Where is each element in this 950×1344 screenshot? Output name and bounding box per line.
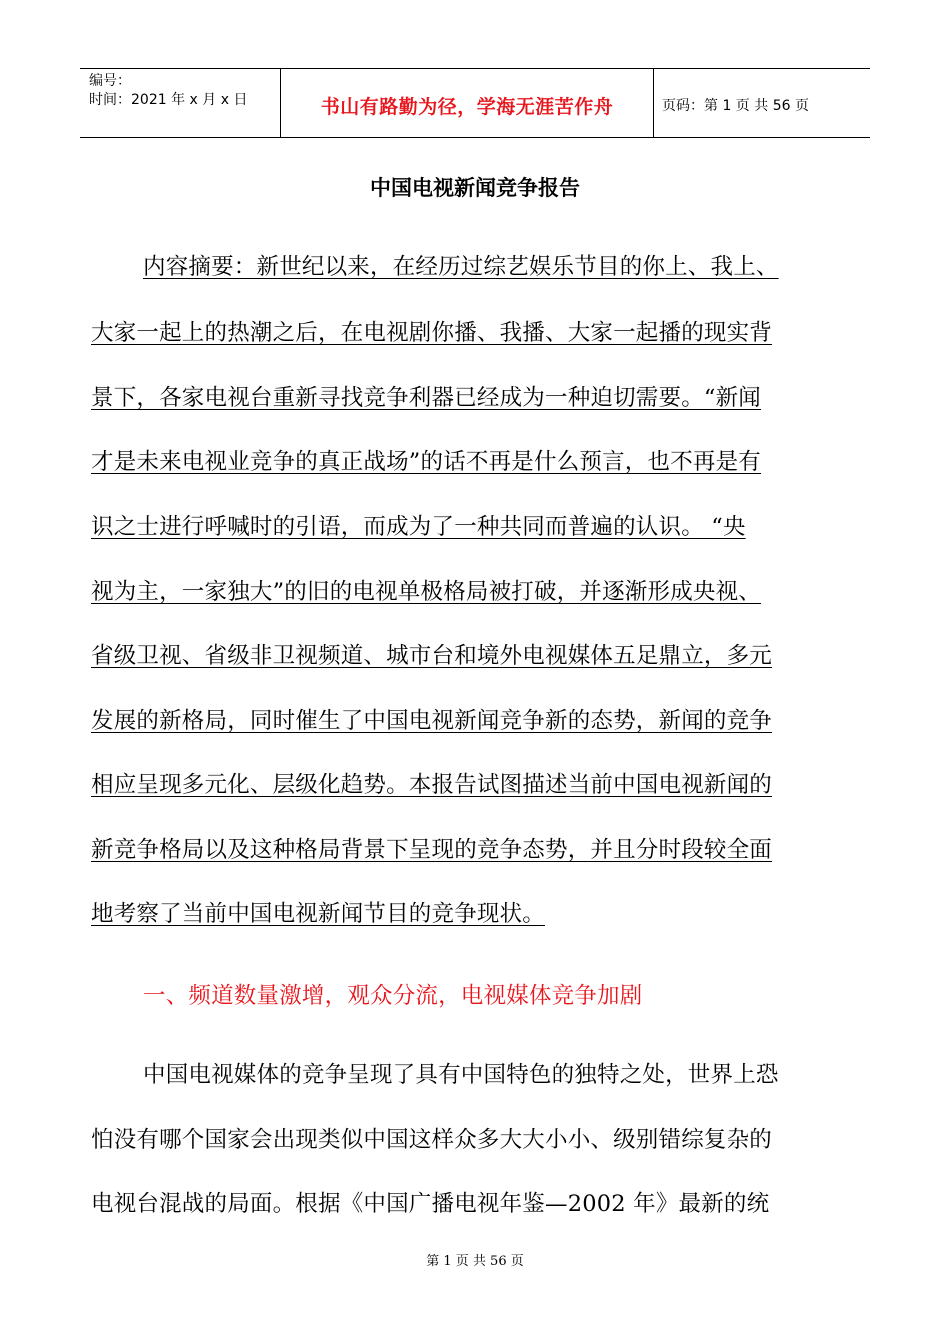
body-line: 电视台混战的局面。根据《中国广播电视年鉴—2002 年》最新的统 [91,1191,770,1217]
abstract-line: 发展的新格局，同时催生了中国电视新闻竞争新的态势，新闻的竞争 [91,708,773,734]
document-number-label: 编号： [89,73,131,89]
body-line: 中国电视媒体的竞争呈现了具有中国特色的独特之处，世界上恐 [143,1062,779,1088]
abstract-line: 景下，各家电视台重新寻找竞争利器已经成为一种迫切需要。“新闻 [91,385,762,411]
abstract-line: 内容摘要：新世纪以来，在经历过综艺娱乐节目的你上、我上、 [143,254,779,280]
section-heading: 一、频道数量激增，观众分流，电视媒体竞争加剧 [143,983,643,1009]
abstract-line: 省级卫视、省级非卫视频道、城市台和境外电视媒体五足鼎立，多元 [91,643,773,669]
document-title: 中国电视新闻竞争报告 [370,176,580,200]
page-footer: 第 1 页 共 56 页 [426,1254,524,1269]
header-motto: 书山有路勤为径，学海无涯苦作舟 [320,96,614,118]
abstract-line: 相应呈现多元化、层级化趋势。本报告试图描述当前中国电视新闻的 [91,772,773,798]
abstract-line: 大家一起上的热潮之后，在电视剧你播、我播、大家一起播的现实背 [91,320,773,346]
abstract-line: 地考察了当前中国电视新闻节目的竞争现状。 [91,901,546,927]
header-page-info: 页码：第 1 页 共 56 页 [662,98,809,114]
body-line: 怕没有哪个国家会出现类似中国这样众多大大小小、级别错综复杂的 [91,1127,773,1153]
abstract-line: 新竞争格局以及这种格局背景下呈现的竞争态势，并且分时段较全面 [91,837,773,863]
header-table [80,68,870,138]
abstract-line: 识之士进行呼喊时的引语，而成为了一种共同而普遍的认识。 “央 [91,514,746,540]
abstract-line: 视为主，一家独大”的旧的电视单极格局被打破，并逐渐形成央视、 [91,579,762,605]
document-time-label: 时间：2021 年 x 月 x 日 [89,92,248,108]
header-motto-cell [280,69,654,137]
header-meta-cell [80,69,280,137]
header-page-cell [653,69,870,137]
abstract-line: 才是未来电视业竞争的真正战场”的话不再是什么预言，也不再是有 [91,449,762,475]
